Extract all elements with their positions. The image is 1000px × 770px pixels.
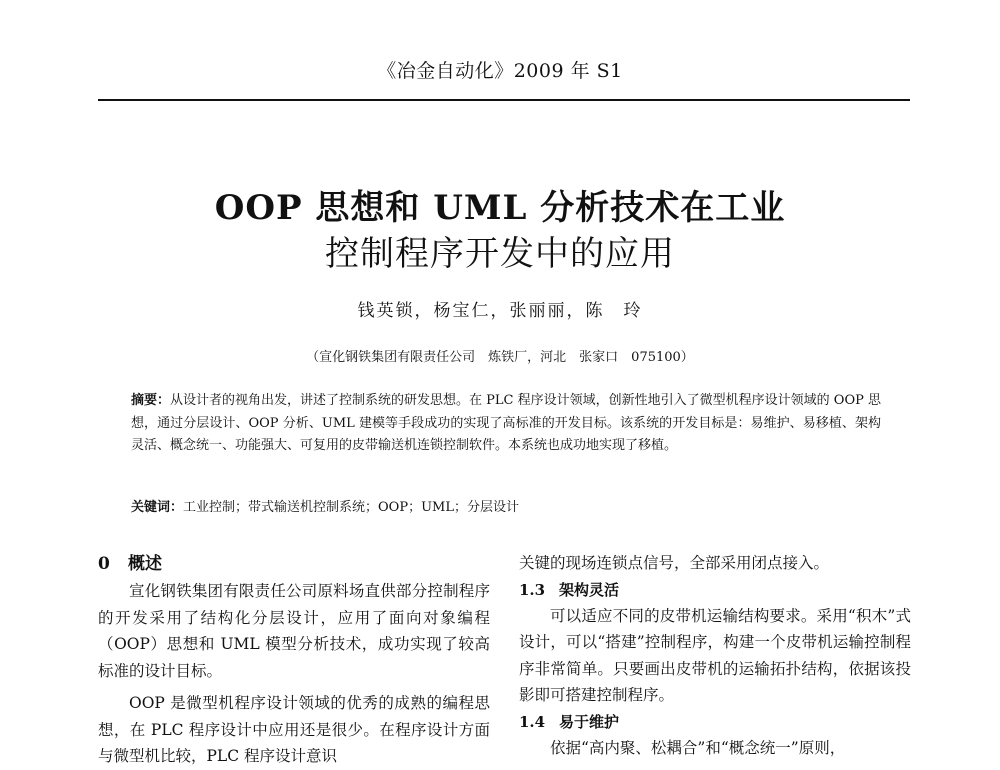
section-number: 1.3 — [519, 580, 546, 599]
paper-title-line2: 控制程序开发中的应用 — [325, 234, 675, 274]
section-title: 易于维护 — [559, 712, 620, 731]
section-title: 架构灵活 — [559, 580, 620, 599]
section-title: 概述 — [128, 554, 162, 574]
paragraph: 可以适应不同的皮带机运输结构要求。采用“积木”式设计，可以“搭建”控制程序，构建一个皮带机运输控制程序非常简单。只要画出皮带机的运输拓扑结构，依据该投影即可搭建控制程序。 — [519, 606, 911, 704]
left-column — [98, 550, 490, 770]
affiliation: （宣化钢铁集团有限责任公司 炼铁厂，河北 张家口 075100） — [306, 350, 694, 365]
paragraph: 关键的现场连锁点信号，全部采用闭点接入。 — [519, 554, 830, 572]
abstract-label: 摘要： — [131, 393, 171, 408]
section-heading-0 — [98, 550, 490, 578]
paper-title-line1: OOP 思想和 UML 分析技术在工业 — [214, 188, 786, 228]
paragraph: 依据“高内聚、松耦合”和“概念统一”原则， — [550, 738, 846, 757]
section-heading-1-4 — [519, 709, 911, 735]
abstract-text: 从设计者的视角出发，讲述了控制系统的研发思想。在 PLC 程序设计领域，创新性地引入了微型机程序设计领域的 OOP 思想，通过分层设计、OOP 分析、UML 建模等手段成功的实现了高标准的开发目标。该系统的开发目标是：易维护、易移植、架构灵活、概念统一、功能强大、可复用的皮带输送机连锁控制软件。本系统也成功地实现了移植。 — [131, 393, 881, 453]
header-rule — [98, 99, 910, 101]
section-heading-1-3 — [519, 577, 911, 603]
section-number: 1.4 — [519, 712, 546, 731]
keywords-text: 工业控制；带式输送机控制系统；OOP；UML；分层设计 — [183, 500, 519, 515]
abstract — [131, 390, 881, 458]
right-column — [519, 550, 911, 761]
paragraph: OOP 是微型机程序设计领域的优秀的成熟的编程思想，在 PLC 程序设计中应用还是很少。在程序设计方面与微型机比较，PLC 程序设计意识 — [98, 694, 490, 765]
authors: 钱英锁，杨宝仁，张丽丽，陈 玲 — [357, 301, 643, 321]
section-number: 0 — [98, 554, 110, 574]
paragraph: 宣化钢铁集团有限责任公司原料场直供部分控制程序的开发采用了结构化分层设计，应用了面向对象编程（OOP）思想和 UML 模型分析技术，成功实现了较高标准的设计目标。 — [98, 582, 490, 680]
journal-header: 《冶金自动化》2009 年 S1 — [377, 60, 623, 82]
keywords-label: 关键词： — [131, 500, 184, 515]
keywords — [131, 496, 881, 515]
